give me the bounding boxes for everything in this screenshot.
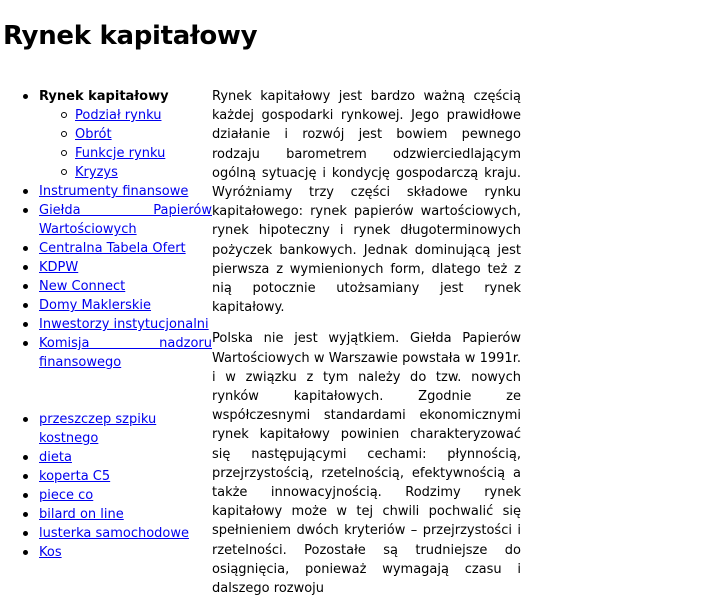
external-link-piece[interactable]: piece co <box>39 488 94 503</box>
subnav-item-kryzys <box>39 163 212 182</box>
article-paragraph-1: Rynek kapitałowy jest bardzo ważną częścią każdej gospodarki rynkowej. Jego prawidłowe działanie i rozwój jest bowiem pewnego rodzaju barometrem odzwierciedlającym ogólną sytuację i kondycję gospodarczą kraju. Wyróżniamy trzy części składowe rynku kapitałowego: rynek papierów wartościowych, rynek hipoteczny i rynek długoterminowych pożyczek bankowych. Jednak dominującą jest pierwsza z wymienionych form, dlatego też z nią potocznie utożsamiany jest rynek kapitałowy. <box>212 89 521 316</box>
article-content <box>212 87 521 610</box>
nav-item-new-connect <box>0 277 212 296</box>
article-paragraph-2: Polska nie jest wyjątkiem. Giełda Papierów Wartościowych w Warszawie powstała w 1991r. i w związku z tym należy do tzw. nowych rynków kapitałowych. Zgodnie ze współczesnymi standardami ekonomicznymi rynek kapitałowy powinien charakteryzować się następującymi cechami: płynnością, przejrzystością, rzetelnością, efektywnością a także innowacyjnością. Rodzimy rynek kapitałowy może w tej chwili pochwalić się spełnieniem dwóch kryteriów – przejrzystości i rzetelności. Pozostałe są trudniejsze do osiągnięcia, ponieważ wymagają czasu i dalszego rozwoju <box>212 331 521 597</box>
external-link-item <box>0 524 212 543</box>
nav-item-kdpw <box>0 258 212 277</box>
nav-link-kdpw[interactable]: KDPW <box>39 260 79 275</box>
external-links-list <box>0 410 212 562</box>
nav-item-domy-maklerskie <box>0 296 212 315</box>
nav-link-komisja-line1: Komisja nadzoru <box>39 336 212 351</box>
nav-link-instrumenty-finansowe[interactable]: Instrumenty finansowe <box>39 184 189 199</box>
subnav-item-obrot <box>39 125 212 144</box>
external-link-lusterka[interactable]: lusterka samochodowe <box>39 526 189 541</box>
nav-link-domy-maklerskie[interactable]: Domy Maklerskie <box>39 298 152 313</box>
nav-item-rynek-kapitalowy <box>0 87 212 182</box>
external-link-dieta[interactable]: dieta <box>39 450 72 465</box>
external-link-item <box>0 410 212 448</box>
nav-item-komisja-nadzoru <box>0 334 212 372</box>
nav-item-instrumenty-finansowe <box>0 182 212 201</box>
main-nav-list <box>0 87 212 372</box>
nav-link-gielda-line2: Wartościowych <box>39 222 137 237</box>
nav-link-centralna-tabela-ofert[interactable]: Centralna Tabela Ofert <box>39 241 186 256</box>
subnav-link-podzial-rynku[interactable]: Podział rynku <box>75 108 162 123</box>
external-link-item <box>0 486 212 505</box>
external-link-koperta[interactable]: koperta C5 <box>39 469 111 484</box>
nav-link-gielda-line1: Giełda Papierów <box>39 203 212 218</box>
external-link-kos[interactable]: Kos <box>39 545 62 560</box>
nav-item-inwestorzy-instytucjonalni <box>0 315 212 334</box>
nav-link-gielda[interactable] <box>39 201 212 237</box>
subnav-item-funkcje-rynku <box>39 144 212 163</box>
nav-link-new-connect[interactable]: New Connect <box>39 279 126 294</box>
page-title: Rynek kapitałowy <box>3 21 258 51</box>
sub-nav-list <box>39 106 212 182</box>
external-link-item <box>0 467 212 486</box>
nav-link-komisja-line2: finansowego <box>39 355 122 370</box>
external-link-item <box>0 543 212 562</box>
external-link-item <box>0 505 212 524</box>
nav-link-komisja-nadzoru[interactable] <box>39 334 212 370</box>
sidebar-nav <box>0 87 212 562</box>
nav-item-centralna-tabela-ofert <box>0 239 212 258</box>
subnav-link-funkcje-rynku[interactable]: Funkcje rynku <box>75 146 166 161</box>
nav-item-gielda <box>0 201 212 239</box>
subnav-item-podzial-rynku <box>39 106 212 125</box>
subnav-link-obrot[interactable]: Obrót <box>75 127 112 142</box>
nav-link-inwestorzy-instytucjonalni[interactable]: Inwestorzy instytucjonalni <box>39 317 209 332</box>
external-link-przeszczep[interactable]: przeszczep szpiku kostnego <box>39 412 157 446</box>
subnav-link-kryzys[interactable]: Kryzys <box>75 165 118 180</box>
external-link-bilard[interactable]: bilard on line <box>39 507 124 522</box>
external-link-item <box>0 448 212 467</box>
nav-current-label: Rynek kapitałowy <box>39 89 169 104</box>
